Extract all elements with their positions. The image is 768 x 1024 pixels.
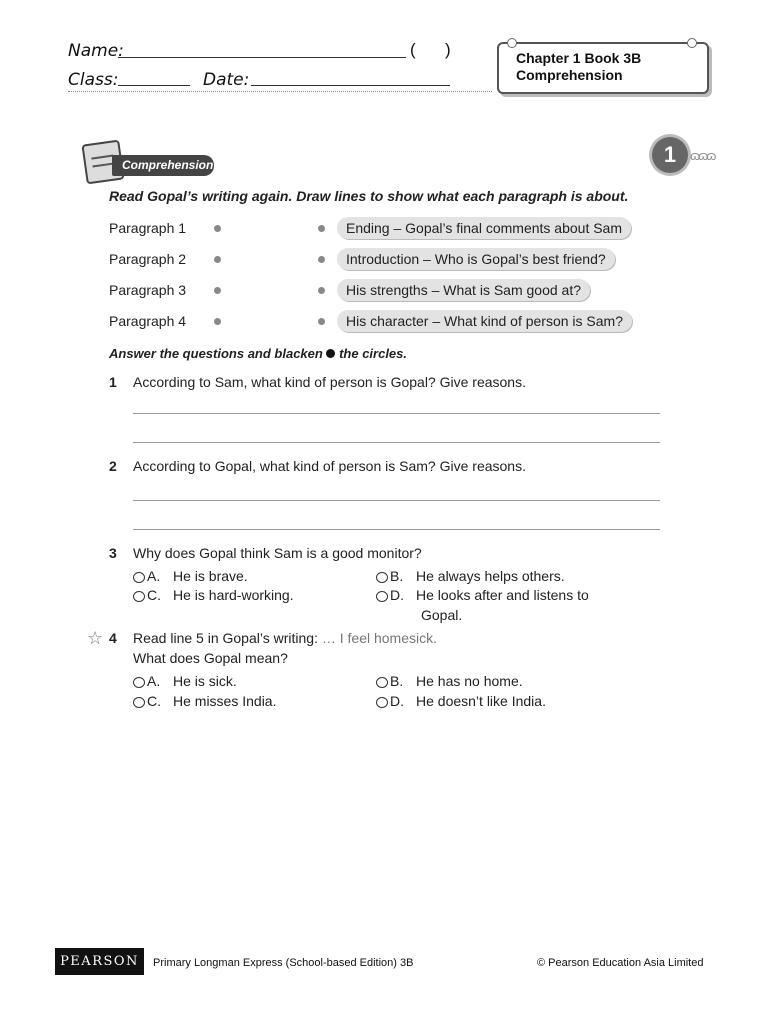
quote-text: … I feel homesick.: [321, 630, 437, 646]
filled-circle-icon: [326, 349, 335, 358]
unit-badge: 1: [652, 137, 688, 173]
chapter-title: Chapter 1 Book 3B Comprehension: [516, 50, 642, 83]
answer-circle[interactable]: [376, 591, 388, 602]
question-text: Why does Gopal think Sam is a good monitor?: [133, 545, 422, 561]
question-number: 4: [109, 630, 117, 646]
date-field[interactable]: [251, 85, 450, 86]
question-text: According to Gopal, what kind of person is Sam? Give reasons.: [133, 458, 526, 474]
answer-circle[interactable]: [133, 697, 145, 708]
answer-circle[interactable]: [133, 572, 145, 583]
section-banner: Comprehension: [112, 155, 214, 176]
publisher-logo: PEARSON: [55, 948, 144, 975]
name-field[interactable]: [118, 57, 406, 58]
description-pill: His strengths – What is Sam good at?: [337, 279, 590, 301]
class-label: Class:: [68, 70, 119, 90]
name-label: Name:: [68, 41, 124, 61]
description-pill: Introduction – Who is Gopal’s best friend?: [337, 248, 615, 270]
answer-circle[interactable]: [376, 572, 388, 583]
option-a[interactable]: A. He is sick.: [133, 673, 237, 689]
date-label: Date:: [203, 70, 250, 90]
question-number: 1: [109, 374, 117, 390]
match-dot-left[interactable]: [214, 225, 221, 232]
copyright: © Pearson Education Asia Limited: [537, 957, 704, 969]
match-dot-right[interactable]: [318, 318, 325, 325]
option-a[interactable]: A. He is brave.: [133, 568, 248, 584]
header-divider: [68, 91, 492, 92]
questions-instruction: Answer the questions and blacken the circles.: [109, 346, 408, 361]
description-pill: His character – What kind of person is Sam?: [337, 310, 632, 332]
answer-circle[interactable]: [133, 591, 145, 602]
chapter-box: [497, 42, 709, 94]
question-number: 3: [109, 545, 117, 561]
answer-line[interactable]: [133, 500, 660, 501]
ring-icon: [687, 38, 697, 48]
answer-line[interactable]: [133, 413, 660, 414]
option-d-continued: Gopal.: [421, 607, 463, 623]
option-b[interactable]: B. He has no home.: [376, 673, 523, 689]
matching-instruction: Read Gopal’s writing again. Draw lines to show what each paragraph is about.: [109, 188, 629, 204]
description-pill: Ending – Gopal’s final comments about Sam: [337, 217, 631, 239]
paragraph-label: Paragraph 1: [109, 220, 187, 236]
question-number: 2: [109, 458, 117, 474]
star-icon: ☆: [87, 628, 104, 648]
paragraph-label: Paragraph 4: [109, 313, 187, 329]
option-c[interactable]: C. He misses India.: [133, 693, 276, 709]
option-d[interactable]: D. He looks after and listens to: [376, 587, 589, 603]
option-c[interactable]: C. He is hard-working.: [133, 587, 294, 603]
question-text: Read line 5 in Gopal’s writing: … I feel homesick.: [133, 630, 437, 646]
paragraph-label: Paragraph 3: [109, 282, 187, 298]
class-field[interactable]: [118, 85, 190, 86]
answer-circle[interactable]: [376, 697, 388, 708]
answer-circle[interactable]: [376, 677, 388, 688]
option-b[interactable]: B. He always helps others.: [376, 568, 565, 584]
question-subtext: What does Gopal mean?: [133, 650, 288, 666]
match-dot-right[interactable]: [318, 287, 325, 294]
answer-line[interactable]: [133, 442, 660, 443]
ring-icon: [507, 38, 517, 48]
match-dot-left[interactable]: [214, 287, 221, 294]
match-dot-left[interactable]: [214, 318, 221, 325]
paren-close: ): [445, 40, 451, 59]
spiral-icon: ɷɷɷ: [690, 148, 715, 163]
book-title: Primary Longman Express (School-based Edition) 3B: [153, 957, 414, 969]
paragraph-label: Paragraph 2: [109, 251, 187, 267]
match-dot-right[interactable]: [318, 256, 325, 263]
paren-open: (: [410, 40, 416, 59]
answer-circle[interactable]: [133, 677, 145, 688]
option-d[interactable]: D. He doesn’t like India.: [376, 693, 546, 709]
match-dot-left[interactable]: [214, 256, 221, 263]
match-dot-right[interactable]: [318, 225, 325, 232]
answer-line[interactable]: [133, 529, 660, 530]
question-text: According to Sam, what kind of person is Gopal? Give reasons.: [133, 374, 526, 390]
